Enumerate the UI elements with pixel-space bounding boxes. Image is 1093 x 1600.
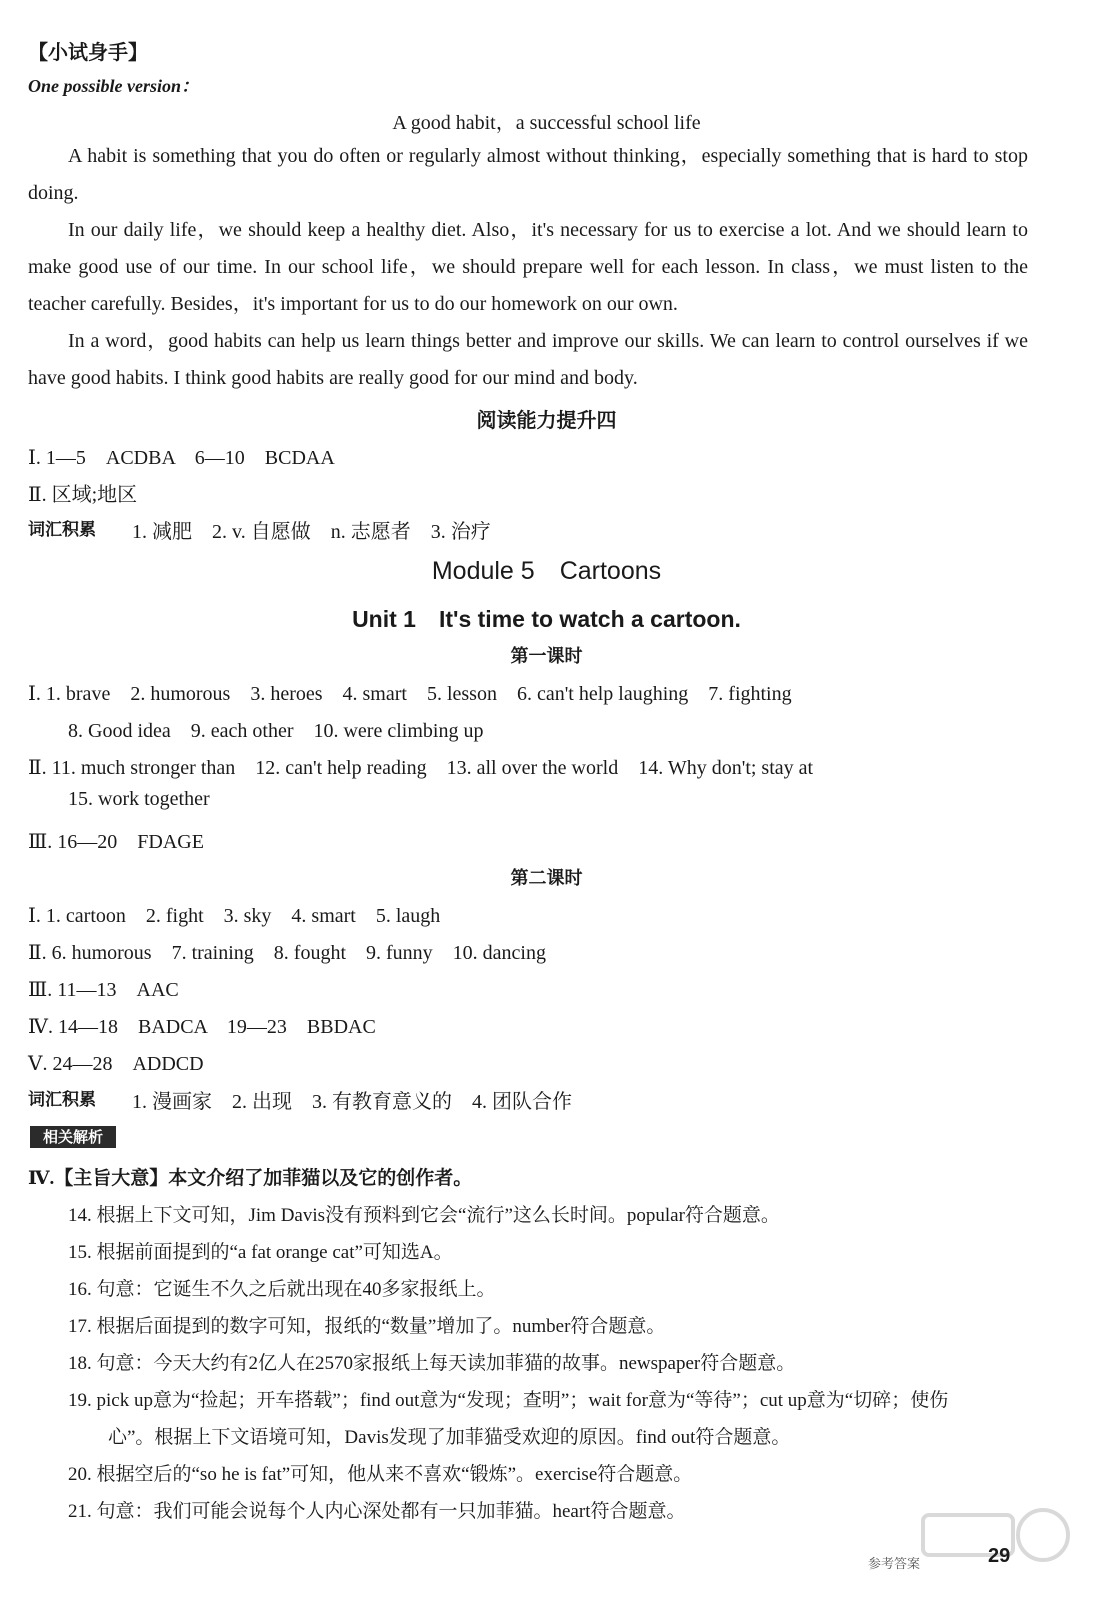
answer-line: 15. work together xyxy=(68,788,210,810)
analysis-note: 21. 句意：我们可能会说每个人内心深处都有一只加菲猫。heart符合题意。 xyxy=(68,1501,686,1522)
essay-title: A good habit，a successful school life xyxy=(392,112,701,134)
analysis-note: 18. 句意：今天大约有2亿人在2570家报纸上每天读加菲猫的故事。newspaper符合题意。 xyxy=(68,1353,796,1374)
answer-line: Ⅰ. 1—5 ACDBA 6—10 BCDAA xyxy=(28,447,335,469)
reading-section-title: 阅读能力提升四 xyxy=(476,408,617,432)
lesson-title: 第一课时 xyxy=(510,646,583,667)
answer-line: Ⅲ. 16—20 FDAGE xyxy=(28,831,204,853)
analysis-note: 14. 根据上下文可知，Jim Davis没有预料到它会“流行”这么长时间。popular符合题意。 xyxy=(68,1205,780,1226)
analysis-note: 心”。根据上下文语境可知，Davis发现了加菲猫受欢迎的原因。find out符合题意。 xyxy=(108,1427,791,1448)
answer-line: Ⅱ. 6. humorous 7. training 8. fought 9. funny 10. dancing xyxy=(28,942,546,964)
vocab-line: 1. 减肥 2. v. 自愿做 n. 志愿者 3. 治疗 xyxy=(132,521,491,543)
unit-title: Unit 1 It's time to watch a cartoon. xyxy=(352,606,741,632)
essay-paragraph: In a word，good habits can help us learn things better and improve our skills. We can learn to control ourselves if we have good habits. I think good habits are really good for our mind and body. xyxy=(28,330,1028,389)
analysis-note: 20. 根据空后的“so he is fat”可知，他从来不喜欢“锻炼”。exercise符合题意。 xyxy=(68,1464,693,1485)
analysis-note: 15. 根据前面提到的“a fat orange cat”可知选A。 xyxy=(68,1242,453,1263)
analysis-note: 19. pick up意为“捡起；开车搭载”；find out意为“发现；查明”；wait for意为“等待”；cut up意为“切碎；使伤 xyxy=(68,1390,949,1411)
version-label: One possible version： xyxy=(28,76,199,96)
watermark-logo xyxy=(913,1500,1073,1580)
answer-line: 8. Good idea 9. each other 10. were climbing up xyxy=(68,720,484,742)
module-title: Module 5 Cartoons xyxy=(431,557,662,585)
lesson-title: 第二课时 xyxy=(510,868,583,889)
analysis-main: Ⅳ.【主旨大意】本文介绍了加菲猫以及它的创作者。 xyxy=(28,1168,473,1189)
answer-line: Ⅱ. 11. much stronger than 12. can't help reading 13. all over the world 14. Why don't; stay at xyxy=(28,757,814,779)
vocab-label: 词汇积累 xyxy=(28,1090,96,1110)
answer-line: Ⅰ. 1. brave 2. humorous 3. heroes 4. smart 5. lesson 6. can't help laughing 7. fighting xyxy=(28,683,792,705)
section-tag: 【小试身手】 xyxy=(28,40,148,64)
answer-line: Ⅴ. 24—28 ADDCD xyxy=(28,1053,204,1075)
answer-line: Ⅰ. 1. cartoon 2. fight 3. sky 4. smart 5. laugh xyxy=(28,905,441,927)
answer-line: Ⅱ. 区域;地区 xyxy=(28,484,138,506)
vocab-line: 1. 漫画家 2. 出现 3. 有教育意义的 4. 团队合作 xyxy=(132,1091,572,1113)
essay-body xyxy=(28,138,1028,397)
analysis-note: 17. 根据后面提到的数字可知，报纸的“数量”增加了。number符合题意。 xyxy=(68,1316,666,1337)
analysis-note: 16. 句意：它诞生不久之后就出现在40多家报纸上。 xyxy=(68,1279,496,1300)
vocab-label: 词汇积累 xyxy=(28,520,96,540)
page-number: 29 xyxy=(988,1545,1011,1567)
footer-label: 参考答案 xyxy=(868,1557,921,1572)
essay-paragraph: In our daily life，we should keep a healthy diet. Also，it's necessary for us to exercise a lot. And we should learn to make good use of our time. In our school life，we should prepare well for each lesson. In class，we must listen to the teacher carefully. Besides，it's important for us to do our homework on our own. xyxy=(28,219,1028,315)
answer-line: Ⅳ. 14—18 BADCA 19—23 BBDAC xyxy=(28,1016,376,1038)
analysis-tag: 相关解析 xyxy=(30,1126,116,1148)
essay-paragraph: A habit is something that you do often or regularly almost without thinking，especially something that is hard to stop doing. xyxy=(28,145,1028,204)
answer-line: Ⅲ. 11—13 AAC xyxy=(28,979,179,1001)
